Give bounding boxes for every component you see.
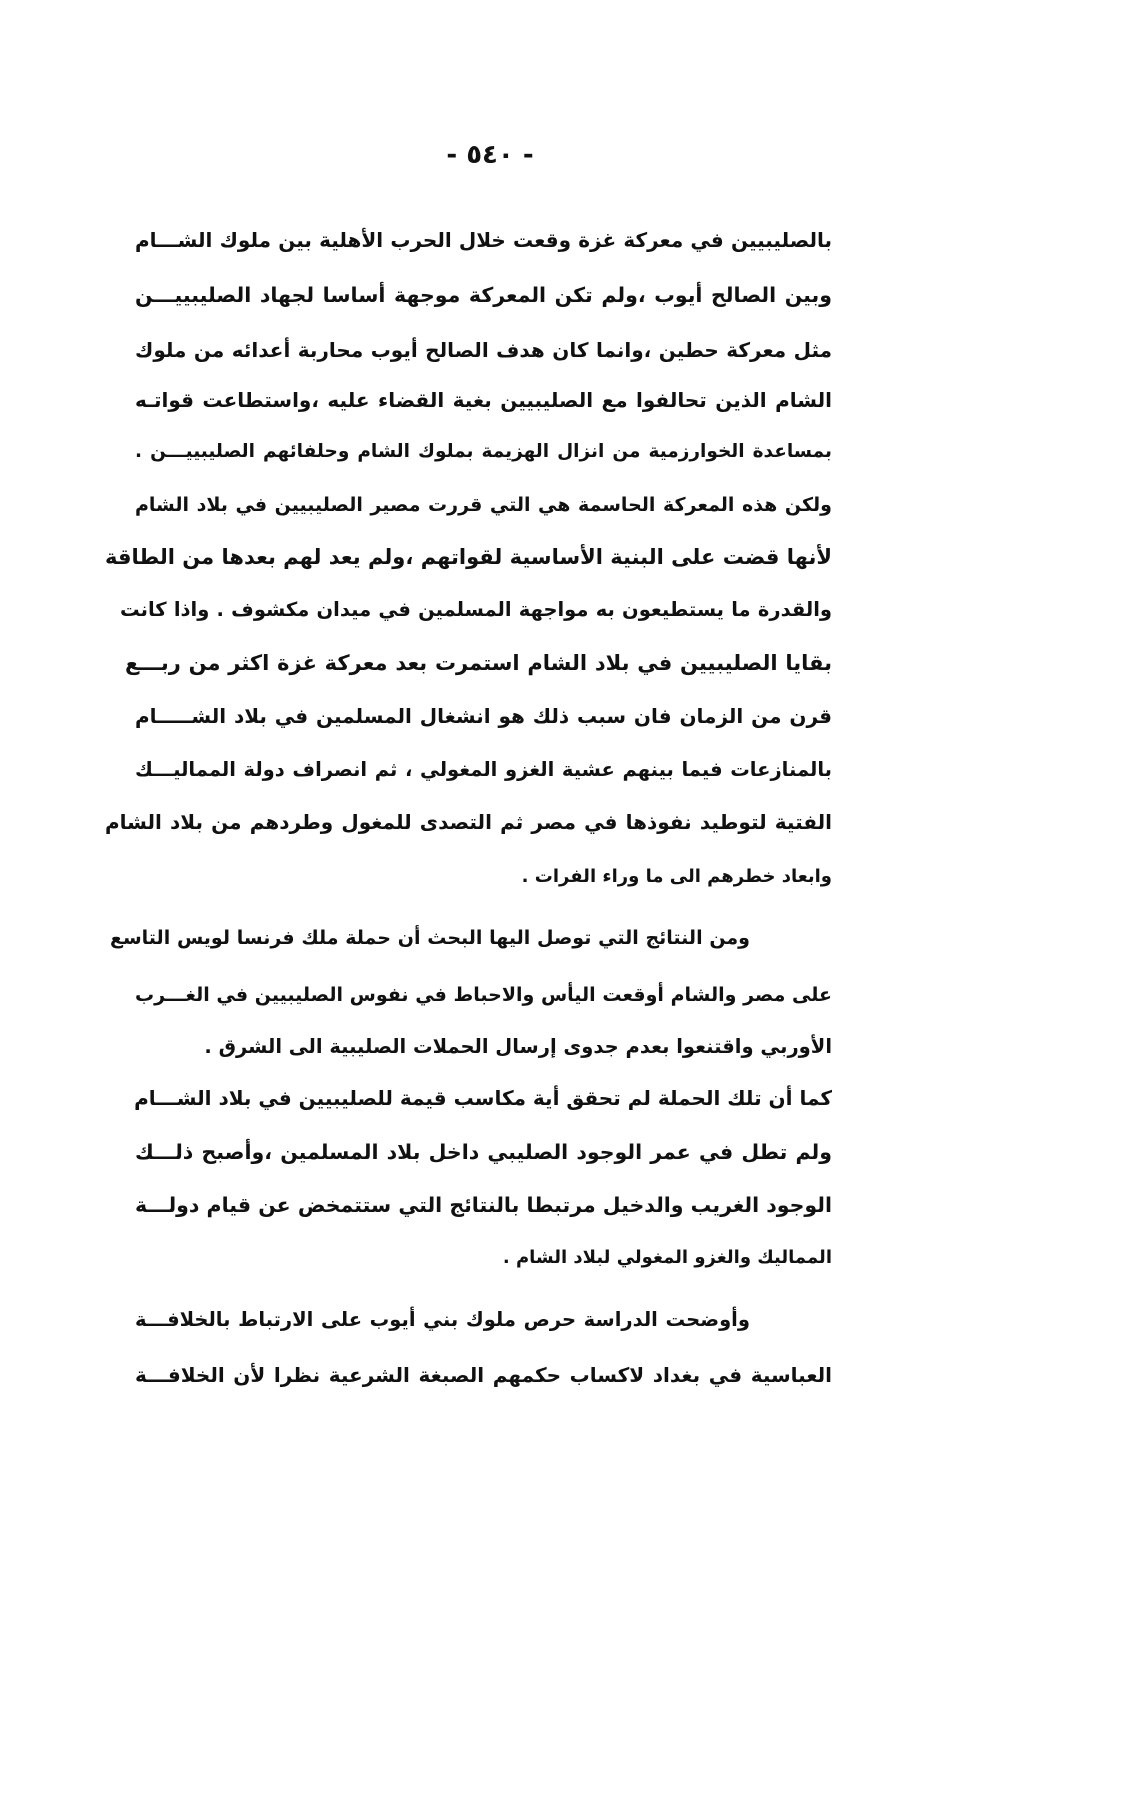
text-line: ولم تطل في عمر الوجود الصليبي داخل بلاد المسلمين ،وأصبح ذلـــك xyxy=(135,1140,832,1164)
text-line: على مصر والشام أوقعت اليأس والاحباط في نفوس الصليبيين في الغـــرب xyxy=(135,984,832,1006)
page-number: - ٥٤٠ - xyxy=(446,140,534,170)
text-line: الأوربي واقتنعوا بعدم جدوى إرسال الحملات الصليبية الى الشرق . xyxy=(204,1035,832,1058)
text-line: والقدرة ما يستطيعون به مواجهة المسلمين في ميدان مكشوف . واذا كانت xyxy=(120,598,832,621)
text-line: بمساعدة الخوارزمية من انزال الهزيمة بملوك الشام وحلفائهم الصليبييـــن . xyxy=(135,441,832,462)
text-line: الشام الذين تحالفوا مع الصليبيين بغية القضاء عليه ،واستطاعت قواتـه xyxy=(135,388,832,412)
text-line: قرن من الزمان فان سبب ذلك هو انشغال المسلمين في بلاد الشـــــام xyxy=(135,704,832,728)
text-line: كما أن تلك الحملة لم تحقق أية مكاسب قيمة للصليبيين في بلاد الشـــام xyxy=(134,1086,832,1110)
text-line: بالمنازعات فيما بينهم عشية الغزو المغولي ، ثم انصراف دولة المماليـــك xyxy=(135,758,832,781)
text-line: بالصليبيين في معركة غزة وقعت خلال الحرب الأهلية بين ملوك الشـــام xyxy=(135,228,832,252)
text-line: الفتية لتوطيد نفوذها في مصر ثم التصدى للمغول وطردهم من بلاد الشام xyxy=(105,810,832,834)
text-line: مثل معركة حطين ،وانما كان هدف الصالح أيوب محاربة أعدائه من ملوك xyxy=(135,338,832,362)
text-line: وأوضحت الدراسة حرص ملوك بني أيوب على الارتباط بالخلافـــة xyxy=(135,1308,750,1331)
text-line: وابعاد خطرهم الى ما وراء الفرات . xyxy=(521,866,832,887)
text-line: ولكن هذه المعركة الحاسمة هي التي قررت مصير الصليبيين في بلاد الشام xyxy=(135,494,832,516)
text-line: وبين الصالح أيوب ،ولم تكن المعركة موجهة أساسا لجهاد الصليبييـــن xyxy=(135,283,832,307)
text-line: العباسية في بغداد لاكساب حكمهم الصبغة الشرعية نظرا لأن الخلافـــة xyxy=(135,1363,832,1387)
text-line: بقايا الصليبيين في بلاد الشام استمرت بعد معركة غزة اكثر من ربـــع xyxy=(125,651,832,675)
text-line: المماليك والغزو المغولي لبلاد الشام . xyxy=(502,1247,832,1268)
text-line: لأنها قضت على البنية الأساسية لقواتهم ،ولم يعد لهم بعدها من الطاقة xyxy=(105,545,832,569)
text-line: ومن النتائج التي توصل اليها البحث أن حملة ملك فرنسا لويس التاسع xyxy=(110,927,750,949)
text-line: الوجود الغريب والدخيل مرتبطا بالنتائج التي ستتمخض عن قيام دولـــة xyxy=(135,1193,832,1217)
